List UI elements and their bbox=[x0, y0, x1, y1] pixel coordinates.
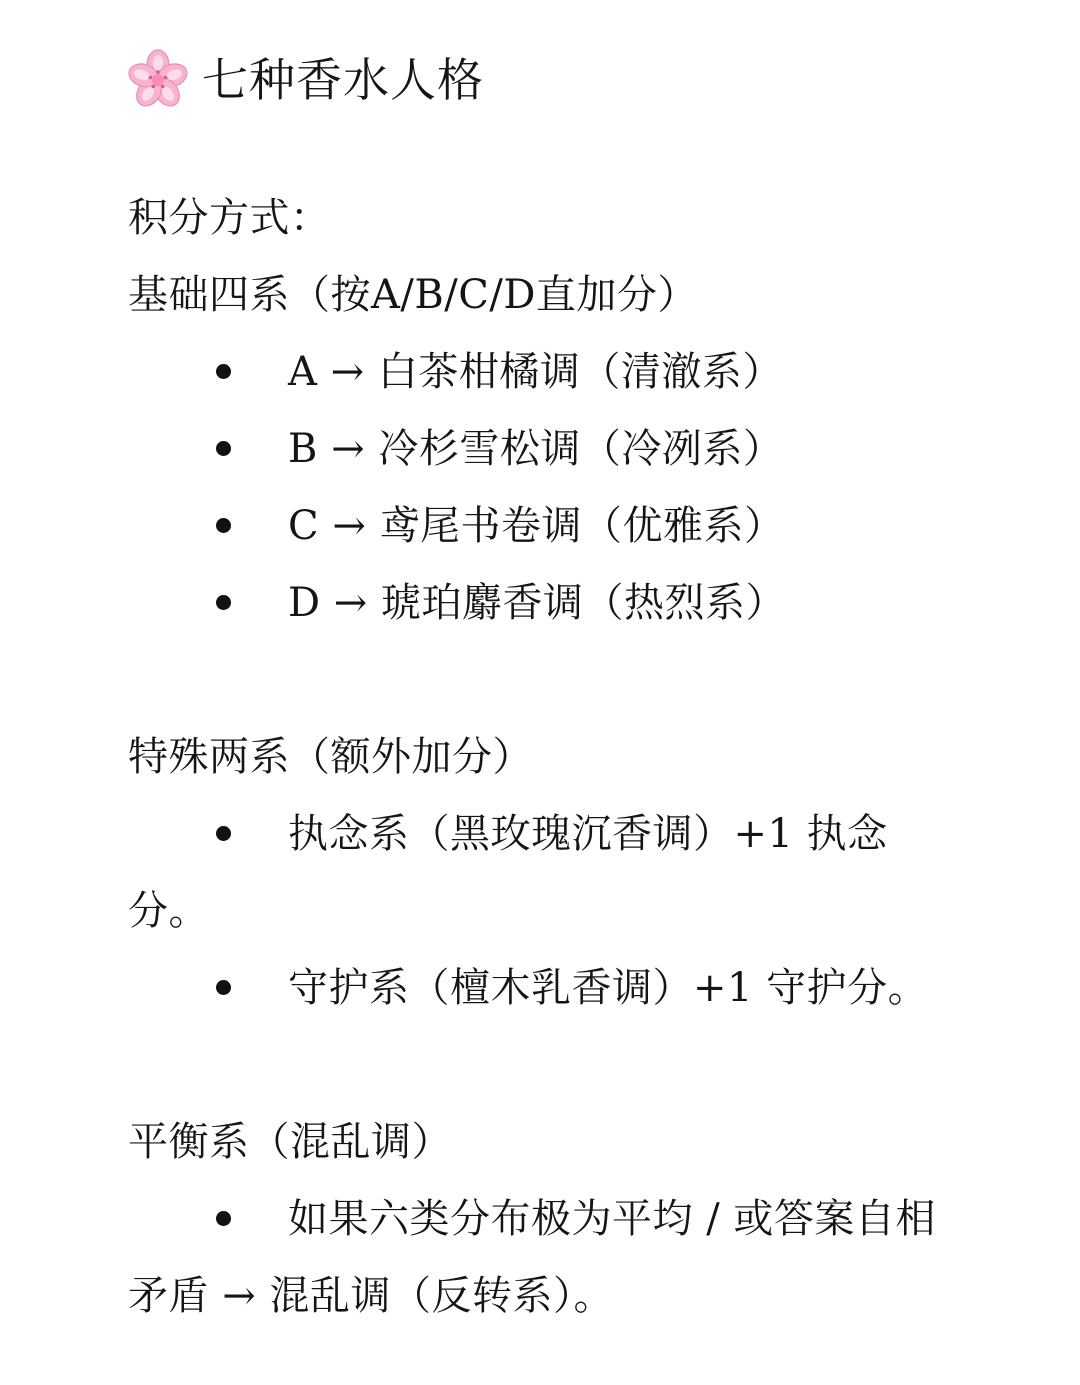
page-header bbox=[126, 48, 484, 112]
bullet-icon bbox=[216, 518, 231, 533]
list-item: C → 鸢尾书卷调（优雅系） bbox=[288, 503, 785, 549]
bullet-icon bbox=[216, 595, 231, 610]
bullet-icon bbox=[216, 826, 231, 841]
page-title: 七种香水人格 bbox=[202, 53, 484, 107]
special-section-heading: 特殊两系（额外加分） bbox=[128, 734, 533, 780]
list-item: B → 冷杉雪松调（冷冽系） bbox=[288, 426, 784, 472]
bullet-icon bbox=[216, 980, 231, 995]
basic-section-heading: 基础四系（按A/B/C/D直加分） bbox=[128, 272, 698, 318]
bullet-icon bbox=[216, 364, 231, 379]
scoring-heading: 积分方式： bbox=[128, 195, 331, 241]
bullet-icon bbox=[216, 441, 231, 456]
list-item: 守护系（檀木乳香调）+1 守护分。 bbox=[288, 965, 929, 1011]
balance-section-heading: 平衡系（混乱调） bbox=[128, 1119, 452, 1165]
list-item: 如果六类分布极为平均 / 或答案自相 bbox=[288, 1196, 936, 1242]
cherry-blossom-icon bbox=[126, 48, 190, 112]
bullet-icon bbox=[216, 1211, 231, 1226]
list-item: 执念系（黑玫瑰沉香调）+1 执念 bbox=[288, 811, 888, 857]
list-item: D → 琥珀麝香调（热烈系） bbox=[288, 580, 787, 626]
list-item-continuation: 矛盾 → 混乱调（反转系）。 bbox=[128, 1273, 614, 1319]
list-item-continuation: 分。 bbox=[128, 888, 209, 934]
list-item: A → 白茶柑橘调（清澈系） bbox=[288, 349, 783, 395]
